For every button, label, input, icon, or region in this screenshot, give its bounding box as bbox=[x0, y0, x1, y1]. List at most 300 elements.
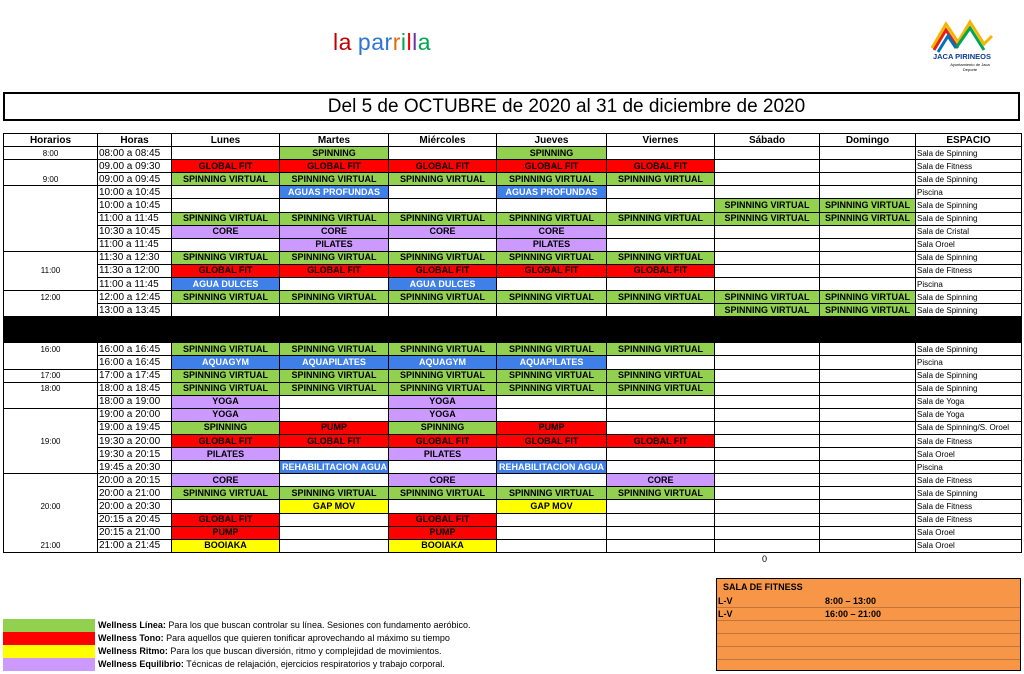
fitness-days: L-V bbox=[718, 609, 733, 619]
empty-cell bbox=[820, 539, 916, 552]
logo-letter: a bbox=[371, 29, 385, 55]
empty-cell bbox=[715, 356, 820, 369]
empty-cell bbox=[607, 513, 715, 526]
legend-item bbox=[3, 632, 603, 645]
espacio-cell: Sala de Spinning/S. Oroel bbox=[916, 421, 1022, 434]
horario-cell bbox=[4, 461, 98, 474]
class-cell: SPINNING VIRTUAL bbox=[172, 212, 280, 225]
empty-cell bbox=[607, 147, 715, 160]
class-cell: SPINNING VIRTUAL bbox=[497, 291, 607, 304]
divider bbox=[717, 607, 1020, 608]
logo-letter: a bbox=[417, 29, 432, 55]
table-row bbox=[4, 448, 1022, 461]
fitness-days: L-V bbox=[718, 596, 733, 606]
horario-cell: 11:00 bbox=[4, 264, 98, 277]
table-row bbox=[4, 147, 1022, 160]
espacio-cell: Sala Oroel bbox=[916, 238, 1022, 251]
empty-cell bbox=[172, 186, 280, 199]
class-cell: CORE bbox=[389, 474, 497, 487]
hora-cell: 08:00 a 08:45 bbox=[98, 147, 172, 160]
horario-cell bbox=[4, 356, 98, 369]
class-cell: YOGA bbox=[389, 395, 497, 408]
legend-desc: Para los que buscan controlar su línea. Sesiones con fundamento aeróbico. bbox=[165, 620, 471, 630]
table-row bbox=[4, 186, 1022, 199]
class-cell: PUMP bbox=[172, 526, 280, 539]
empty-cell bbox=[497, 199, 607, 212]
hora-cell: 11:00 a 11:45 bbox=[98, 212, 172, 225]
table-row bbox=[4, 343, 1022, 356]
class-cell: GLOBAL FIT bbox=[172, 434, 280, 447]
empty-cell bbox=[607, 539, 715, 552]
class-cell: SPINNING VIRTUAL bbox=[820, 304, 916, 317]
class-cell: SPINNING VIRTUAL bbox=[280, 369, 389, 382]
horario-cell bbox=[4, 304, 98, 317]
hora-cell: 17:00 a 17:45 bbox=[98, 369, 172, 382]
espacio-cell: Sala de Spinning bbox=[916, 382, 1022, 395]
logo-letter: l bbox=[333, 29, 339, 55]
table-row bbox=[4, 304, 1022, 317]
empty-cell bbox=[820, 513, 916, 526]
logo-letter: r bbox=[384, 29, 393, 55]
column-header: Martes bbox=[280, 134, 389, 147]
espacio-cell: Sala de Spinning bbox=[916, 304, 1022, 317]
empty-cell bbox=[715, 278, 820, 291]
empty-cell bbox=[389, 500, 497, 513]
horario-cell bbox=[4, 278, 98, 291]
empty-cell bbox=[172, 500, 280, 513]
empty-cell bbox=[715, 382, 820, 395]
class-cell: YOGA bbox=[172, 395, 280, 408]
empty-cell bbox=[715, 526, 820, 539]
hora-cell: 16:00 a 16:45 bbox=[98, 343, 172, 356]
class-cell: AQUAGYM bbox=[172, 356, 280, 369]
class-cell: SPINNING VIRTUAL bbox=[607, 487, 715, 500]
divider bbox=[717, 659, 1020, 660]
empty-cell bbox=[280, 408, 389, 421]
empty-cell bbox=[715, 369, 820, 382]
espacio-cell: Sala de Spinning bbox=[916, 369, 1022, 382]
espacio-cell: Sala de Fitness bbox=[916, 474, 1022, 487]
class-cell: GLOBAL FIT bbox=[172, 160, 280, 173]
class-cell: GLOBAL FIT bbox=[172, 264, 280, 277]
empty-cell bbox=[820, 395, 916, 408]
class-cell: SPINNING VIRTUAL bbox=[607, 212, 715, 225]
table-row bbox=[4, 173, 1022, 186]
class-cell: AGUA DULCES bbox=[389, 278, 497, 291]
horario-cell bbox=[4, 408, 98, 421]
empty-cell bbox=[715, 448, 820, 461]
empty-cell bbox=[820, 173, 916, 186]
horario-cell bbox=[4, 225, 98, 238]
class-cell: AQUAPILATES bbox=[497, 356, 607, 369]
horario-cell: 16:00 bbox=[4, 343, 98, 356]
hora-cell: 11:30 a 12:00 bbox=[98, 264, 172, 277]
empty-cell bbox=[607, 526, 715, 539]
class-cell: SPINNING VIRTUAL bbox=[389, 291, 497, 304]
class-cell: SPINNING bbox=[172, 421, 280, 434]
empty-cell bbox=[280, 539, 389, 552]
espacio-cell: Sala de Spinning bbox=[916, 173, 1022, 186]
espacio-cell: Piscina bbox=[916, 461, 1022, 474]
espacio-cell: Sala de Yoga bbox=[916, 395, 1022, 408]
class-cell: SPINNING VIRTUAL bbox=[280, 173, 389, 186]
empty-cell bbox=[715, 500, 820, 513]
column-header: Domingo bbox=[820, 134, 916, 147]
horario-cell bbox=[4, 395, 98, 408]
class-cell: PILATES bbox=[497, 238, 607, 251]
class-cell: GLOBAL FIT bbox=[607, 160, 715, 173]
class-cell: SPINNING VIRTUAL bbox=[389, 212, 497, 225]
espacio-cell: Sala de Spinning bbox=[916, 487, 1022, 500]
class-cell: GAP MOV bbox=[497, 500, 607, 513]
legend-swatch bbox=[3, 658, 95, 671]
empty-cell bbox=[172, 199, 280, 212]
column-header: Jueves bbox=[497, 134, 607, 147]
class-cell: SPINNING VIRTUAL bbox=[280, 291, 389, 304]
logo-letter: p bbox=[357, 29, 372, 55]
table-row bbox=[4, 513, 1022, 526]
table-row bbox=[4, 539, 1022, 552]
empty-cell bbox=[820, 278, 916, 291]
org-line2: Deporte bbox=[962, 67, 978, 72]
class-cell: SPINNING VIRTUAL bbox=[389, 173, 497, 186]
hora-cell: 20:15 a 21:00 bbox=[98, 526, 172, 539]
empty-cell bbox=[389, 304, 497, 317]
legend-name: Wellness Equilibrio: bbox=[98, 659, 184, 669]
espacio-cell: Sala de Spinning bbox=[916, 199, 1022, 212]
empty-cell bbox=[497, 526, 607, 539]
class-cell: SPINNING VIRTUAL bbox=[820, 291, 916, 304]
espacio-cell: Sala de Fitness bbox=[916, 160, 1022, 173]
empty-cell bbox=[497, 395, 607, 408]
table-row bbox=[4, 212, 1022, 225]
class-cell: PILATES bbox=[389, 448, 497, 461]
legend-desc: Para los que buscan diversión, ritmo y complejidad de movimientos. bbox=[167, 646, 442, 656]
empty-cell bbox=[389, 199, 497, 212]
empty-cell bbox=[715, 395, 820, 408]
column-header: Horarios bbox=[4, 134, 98, 147]
class-cell: SPINNING VIRTUAL bbox=[497, 212, 607, 225]
empty-cell bbox=[497, 408, 607, 421]
class-cell: SPINNING VIRTUAL bbox=[280, 487, 389, 500]
class-cell: AGUA DULCES bbox=[172, 278, 280, 291]
class-cell: SPINNING bbox=[389, 421, 497, 434]
empty-cell bbox=[607, 448, 715, 461]
class-cell: YOGA bbox=[172, 408, 280, 421]
espacio-cell: Sala Oroel bbox=[916, 539, 1022, 552]
class-cell: SPINNING VIRTUAL bbox=[497, 173, 607, 186]
class-cell: SPINNING VIRTUAL bbox=[715, 304, 820, 317]
class-cell: GLOBAL FIT bbox=[389, 264, 497, 277]
class-cell: GLOBAL FIT bbox=[280, 434, 389, 447]
table-row bbox=[4, 382, 1022, 395]
class-cell: SPINNING VIRTUAL bbox=[389, 251, 497, 264]
class-cell: SPINNING VIRTUAL bbox=[389, 487, 497, 500]
empty-cell bbox=[389, 238, 497, 251]
date-range-header bbox=[3, 92, 1020, 121]
class-cell: GLOBAL FIT bbox=[172, 513, 280, 526]
empty-cell bbox=[607, 304, 715, 317]
class-cell: SPINNING VIRTUAL bbox=[172, 173, 280, 186]
hora-cell: 09.00 a 09:30 bbox=[98, 160, 172, 173]
class-cell: SPINNING VIRTUAL bbox=[607, 382, 715, 395]
empty-cell bbox=[820, 500, 916, 513]
empty-cell bbox=[715, 225, 820, 238]
empty-cell bbox=[607, 421, 715, 434]
hora-cell: 16:00 a 16:45 bbox=[98, 356, 172, 369]
app-logo-title bbox=[333, 29, 431, 56]
class-cell: SPINNING bbox=[280, 147, 389, 160]
empty-cell bbox=[820, 147, 916, 160]
empty-cell bbox=[280, 513, 389, 526]
legend-swatch bbox=[3, 619, 95, 632]
espacio-cell: Sala de Cristal bbox=[916, 225, 1022, 238]
class-cell: SPINNING VIRTUAL bbox=[172, 291, 280, 304]
table-row bbox=[4, 251, 1022, 264]
fitness-hours-box bbox=[716, 578, 1021, 671]
class-cell: PUMP bbox=[389, 526, 497, 539]
espacio-cell: Sala de Spinning bbox=[916, 343, 1022, 356]
class-cell: SPINNING VIRTUAL bbox=[172, 369, 280, 382]
empty-cell bbox=[820, 526, 916, 539]
class-cell: GLOBAL FIT bbox=[497, 264, 607, 277]
table-row bbox=[4, 526, 1022, 539]
empty-cell bbox=[280, 395, 389, 408]
schedule-table bbox=[3, 133, 1022, 553]
horario-cell bbox=[4, 251, 98, 264]
class-cell: SPINNING VIRTUAL bbox=[280, 382, 389, 395]
empty-cell bbox=[820, 408, 916, 421]
legend-name: Wellness Tono: bbox=[98, 633, 164, 643]
org-logo bbox=[926, 18, 998, 76]
class-cell: GLOBAL FIT bbox=[497, 434, 607, 447]
horario-cell bbox=[4, 474, 98, 487]
espacio-cell: Sala de Fitness bbox=[916, 434, 1022, 447]
class-cell: GLOBAL FIT bbox=[280, 264, 389, 277]
class-cell: CORE bbox=[389, 225, 497, 238]
class-cell: AQUAPILATES bbox=[280, 356, 389, 369]
class-cell: SPINNING VIRTUAL bbox=[607, 343, 715, 356]
horario-cell: 12:00 bbox=[4, 291, 98, 304]
legend-desc: Técnicas de relajación, ejercicios respiratorios y trabajo corporal. bbox=[183, 659, 445, 669]
empty-cell bbox=[172, 304, 280, 317]
class-cell: SPINNING VIRTUAL bbox=[607, 251, 715, 264]
table-row bbox=[4, 225, 1022, 238]
horario-cell bbox=[4, 448, 98, 461]
table-row bbox=[4, 395, 1022, 408]
hora-cell: 19:00 a 20:00 bbox=[98, 408, 172, 421]
hora-cell: 19:45 a 20:30 bbox=[98, 461, 172, 474]
legend-desc: Para aquellos que quieren tonificar aprovechando al máximo su tiempo bbox=[163, 633, 450, 643]
class-cell: SPINNING bbox=[497, 147, 607, 160]
empty-cell bbox=[820, 382, 916, 395]
class-cell: SPINNING VIRTUAL bbox=[280, 212, 389, 225]
fitness-box-title: SALA DE FITNESS bbox=[723, 582, 803, 592]
hora-cell: 20:00 a 20:15 bbox=[98, 474, 172, 487]
legend-text bbox=[98, 646, 442, 656]
org-line1: Ayuntamiento de Jaca bbox=[950, 62, 990, 67]
horario-cell: 20:00 bbox=[4, 500, 98, 513]
legend-name: Wellness Ritmo: bbox=[98, 646, 168, 656]
class-cell: SPINNING VIRTUAL bbox=[497, 343, 607, 356]
class-cell: SPINNING VIRTUAL bbox=[280, 343, 389, 356]
class-cell: YOGA bbox=[389, 408, 497, 421]
divider bbox=[717, 620, 1020, 621]
empty-cell bbox=[715, 251, 820, 264]
table-row bbox=[4, 264, 1022, 277]
espacio-cell: Sala de Fitness bbox=[916, 264, 1022, 277]
class-cell: CORE bbox=[172, 474, 280, 487]
class-cell: CORE bbox=[280, 225, 389, 238]
class-cell: GLOBAL FIT bbox=[280, 160, 389, 173]
table-row bbox=[4, 369, 1022, 382]
horario-cell: 8:00 bbox=[4, 147, 98, 160]
class-cell: SPINNING VIRTUAL bbox=[820, 212, 916, 225]
class-cell: SPINNING VIRTUAL bbox=[607, 173, 715, 186]
empty-cell bbox=[280, 474, 389, 487]
horario-cell: 17:00 bbox=[4, 369, 98, 382]
empty-cell bbox=[389, 186, 497, 199]
empty-cell bbox=[497, 474, 607, 487]
empty-cell bbox=[715, 160, 820, 173]
empty-cell bbox=[715, 513, 820, 526]
empty-cell bbox=[280, 448, 389, 461]
horario-cell: 18:00 bbox=[4, 382, 98, 395]
empty-cell bbox=[820, 421, 916, 434]
legend-name: Wellness Línea: bbox=[98, 620, 166, 630]
hora-cell: 19:30 a 20:15 bbox=[98, 448, 172, 461]
class-cell: SPINNING VIRTUAL bbox=[172, 251, 280, 264]
table-row bbox=[4, 356, 1022, 369]
class-cell: PILATES bbox=[172, 448, 280, 461]
espacio-cell: Sala de Spinning bbox=[916, 212, 1022, 225]
espacio-cell: Sala Oroel bbox=[916, 526, 1022, 539]
espacio-cell: Sala Oroel bbox=[916, 448, 1022, 461]
table-row bbox=[4, 461, 1022, 474]
legend-text bbox=[98, 633, 450, 643]
empty-cell bbox=[820, 160, 916, 173]
empty-cell bbox=[497, 304, 607, 317]
empty-cell bbox=[607, 408, 715, 421]
empty-cell bbox=[607, 461, 715, 474]
mountains-icon bbox=[926, 18, 998, 76]
empty-cell bbox=[280, 304, 389, 317]
empty-cell bbox=[715, 343, 820, 356]
class-cell: GLOBAL FIT bbox=[389, 513, 497, 526]
class-cell: AGUAS PROFUNDAS bbox=[497, 186, 607, 199]
hora-cell: 11:00 a 11:45 bbox=[98, 278, 172, 291]
class-cell: SPINNING VIRTUAL bbox=[497, 251, 607, 264]
horario-cell bbox=[4, 238, 98, 251]
class-cell: SPINNING VIRTUAL bbox=[389, 382, 497, 395]
hora-cell: 18:00 a 19:00 bbox=[98, 395, 172, 408]
hora-cell: 19:00 a 19:45 bbox=[98, 421, 172, 434]
horario-cell: 19:00 bbox=[4, 434, 98, 447]
empty-cell bbox=[715, 408, 820, 421]
class-cell: BOOIAKA bbox=[389, 539, 497, 552]
hora-cell: 11:30 a 12:30 bbox=[98, 251, 172, 264]
empty-cell bbox=[820, 448, 916, 461]
legend-item bbox=[3, 619, 603, 632]
horario-cell bbox=[4, 526, 98, 539]
column-header: ESPACIO bbox=[916, 134, 1022, 147]
empty-cell bbox=[820, 343, 916, 356]
empty-cell bbox=[715, 474, 820, 487]
break-separator bbox=[4, 317, 1022, 343]
empty-cell bbox=[715, 264, 820, 277]
column-header: Horas bbox=[98, 134, 172, 147]
class-cell: CORE bbox=[172, 225, 280, 238]
divider bbox=[717, 633, 1020, 634]
zero-label: 0 bbox=[762, 554, 768, 564]
class-cell: PUMP bbox=[497, 421, 607, 434]
class-cell: SPINNING VIRTUAL bbox=[715, 199, 820, 212]
hora-cell: 20:00 a 21:00 bbox=[98, 487, 172, 500]
fitness-time: 16:00 – 21:00 bbox=[825, 609, 882, 619]
class-cell: PUMP bbox=[280, 421, 389, 434]
empty-cell bbox=[820, 434, 916, 447]
empty-cell bbox=[607, 278, 715, 291]
horario-cell: 9:00 bbox=[4, 173, 98, 186]
hora-cell: 10:00 a 10:45 bbox=[98, 186, 172, 199]
empty-cell bbox=[715, 238, 820, 251]
legend-text bbox=[98, 620, 471, 630]
empty-cell bbox=[820, 225, 916, 238]
fitness-time: 8:00 – 13:00 bbox=[825, 596, 877, 606]
class-cell: SPINNING VIRTUAL bbox=[280, 251, 389, 264]
empty-cell bbox=[280, 526, 389, 539]
hora-cell: 10:00 a 10:45 bbox=[98, 199, 172, 212]
empty-cell bbox=[389, 461, 497, 474]
table-row bbox=[4, 500, 1022, 513]
espacio-cell: Sala de Fitness bbox=[916, 513, 1022, 526]
class-cell: SPINNING VIRTUAL bbox=[389, 343, 497, 356]
hora-cell: 20:15 a 20:45 bbox=[98, 513, 172, 526]
legend-swatch bbox=[3, 632, 95, 645]
empty-cell bbox=[497, 448, 607, 461]
class-cell: GAP MOV bbox=[280, 500, 389, 513]
hora-cell: 20:00 a 20:30 bbox=[98, 500, 172, 513]
table-header-row bbox=[4, 134, 1022, 147]
class-cell: SPINNING VIRTUAL bbox=[172, 382, 280, 395]
espacio-cell: Sala de Spinning bbox=[916, 291, 1022, 304]
legend-swatch bbox=[3, 645, 95, 658]
hora-cell: 13:00 a 13:45 bbox=[98, 304, 172, 317]
table-row bbox=[4, 474, 1022, 487]
org-name: JACA PIRINEOS bbox=[932, 52, 992, 61]
class-cell: GLOBAL FIT bbox=[607, 434, 715, 447]
empty-cell bbox=[820, 487, 916, 500]
empty-cell bbox=[715, 421, 820, 434]
legend-text bbox=[98, 659, 445, 669]
empty-cell bbox=[715, 539, 820, 552]
empty-cell bbox=[280, 278, 389, 291]
hora-cell: 21:00 a 21:45 bbox=[98, 539, 172, 552]
espacio-cell: Piscina bbox=[916, 278, 1022, 291]
legend-item bbox=[3, 645, 603, 658]
empty-cell bbox=[607, 238, 715, 251]
empty-cell bbox=[172, 238, 280, 251]
class-cell: GLOBAL FIT bbox=[497, 160, 607, 173]
empty-cell bbox=[715, 147, 820, 160]
legend bbox=[3, 619, 603, 671]
empty-cell bbox=[172, 147, 280, 160]
table-row bbox=[4, 278, 1022, 291]
empty-cell bbox=[607, 395, 715, 408]
empty-cell bbox=[497, 278, 607, 291]
column-header: Miércoles bbox=[389, 134, 497, 147]
hora-cell: 09:00 a 09:45 bbox=[98, 173, 172, 186]
